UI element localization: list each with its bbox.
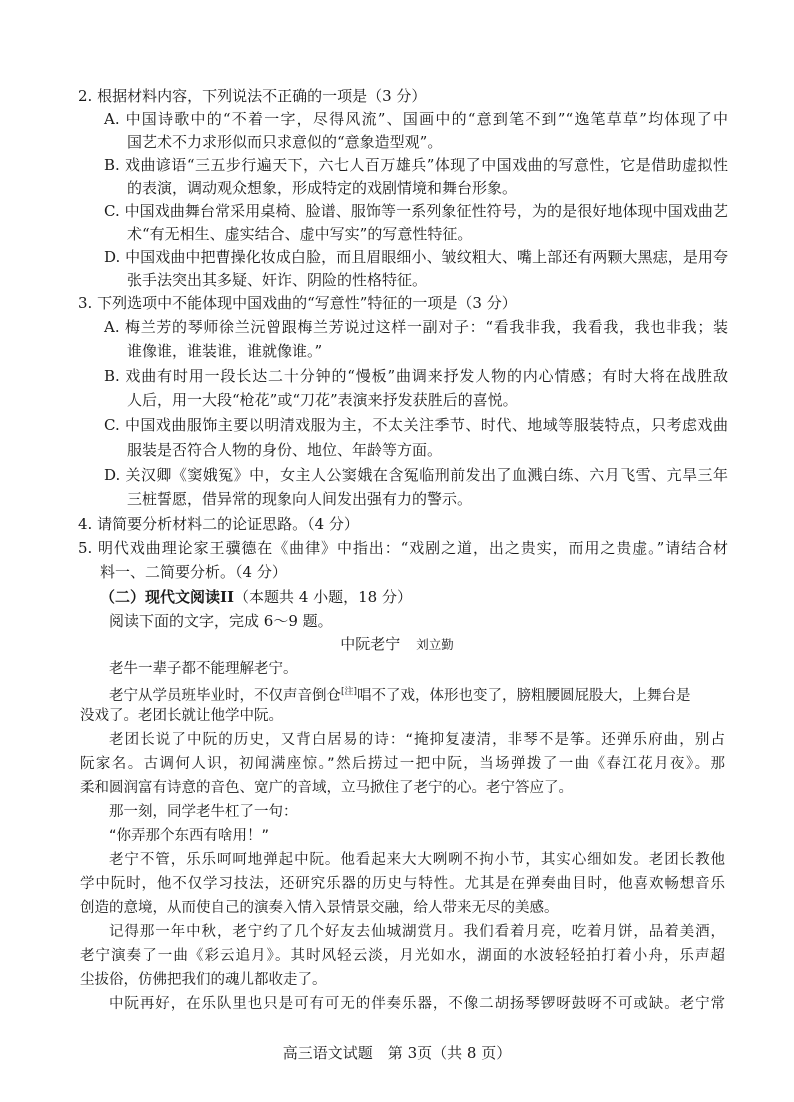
question-2-option-c: C. 中国戏曲舞台常采用桌椅、脸谱、服饰等一系列象征性符号，为的是很好地体现中国戏曲艺 <box>104 202 728 220</box>
story-paragraph-6-end: 创造的意境，从而使自己的演奏入情入景情景交融，给人带来无尽的美感。 <box>80 900 559 916</box>
question-3-option-b: B. 戏曲有时用一段长达二十分钟的“慢板”曲调来抒发人物的内心情感；有时大将在战胜敌 <box>104 367 728 385</box>
story-paragraph-3: 老团长说了中阮的历史，又背白居易的诗：“掩抑复凄清，非琴不是筝。还弹乐府曲，别占 <box>109 732 725 748</box>
question-3-stem: 3. 下列选项中不能体现中国戏曲的“写意性”特征的一项是（3 分） <box>78 294 517 312</box>
section-title: （二）现代文阅读II <box>100 588 235 606</box>
story-paragraph-2-cont: 没戏了。老团长就让他学中阮。 <box>80 708 283 724</box>
question-3-option-b-cont: 人后，用一大段“枪花”或“刀花”表演来抒发获胜后的喜悦。 <box>127 391 518 409</box>
question-3-option-d: D. 关汉卿《窦娥冤》中，女主人公窦娥在含冤临刑前发出了血溅白练、六月飞雪、亢旱三年 <box>104 466 728 484</box>
question-3-option-a-cont: 谁像谁，谁装谁，谁就像谁。” <box>127 342 323 360</box>
question-3-option-c: C. 中国戏曲服饰主要以明清戏服为主，不太关注季节、时代、地域等服装特点，只考虑戏曲 <box>104 416 728 434</box>
question-2-option-d: D. 中国戏曲中把曹操化妆成白脸，而且眉眼细小、皱纹粗大、嘴上部还有两颗大黑痣，是用夸 <box>104 248 728 266</box>
section-meta: （本题共 4 小题，18 分） <box>234 588 412 606</box>
story-paragraph-7-cont: 老宁演奏了一曲《彩云追月》。其时风轻云淡，月光如水，湖面的水波轻轻拍打着小舟，乐声超 <box>80 948 725 964</box>
question-4: 4. 请简要分析材料二的论证思路。（4 分） <box>78 515 359 533</box>
story-paragraph-3-end: 柔和圆润富有诗意的音色、宽广的音域，立马掀住了老宁的心。老宁答应了。 <box>80 780 573 796</box>
story-paragraph-7: 记得那一年中秋，老宁约了几个好友去仙城湖赏月。我们看着月亮，吃着月饼，品着美酒， <box>109 924 725 940</box>
question-5-cont: 料一、二简要分析。（4 分） <box>100 563 287 581</box>
story-paragraph-4: 那一刻，同学老牛杠了一句： <box>109 804 298 820</box>
question-2-option-a: A. 中国诗歌中的“不着一字，尽得风流”、国画中的“意到笔不到”“逸笔草草”均体现了中 <box>104 110 728 128</box>
story-title: 中阮老宁 <box>340 635 401 653</box>
story-author: 刘立勤 <box>416 637 454 652</box>
question-3-option-d-cont: 三桩誓愿，借异常的现象向人间发出强有力的警示。 <box>127 490 473 508</box>
story-paragraph-5: “你弄那个东西有啥用！” <box>109 828 270 844</box>
footnote-marker: [注] <box>341 687 358 697</box>
story-paragraph-6-cont: 学中阮时，他不仅学习技法，还研究乐器的历史与特性。尤其是在弹奏曲目时，他喜欢畅想音乐 <box>80 876 725 892</box>
story-paragraph-3-cont: 阮家名。古调何人识，初闻满座惊。”然后捞过一把中阮，当场弹拨了一曲《春江花月夜》。那 <box>80 756 725 772</box>
story-paragraph-1: 老牛一辈子都不能理解老宁。 <box>109 661 298 677</box>
question-2-option-b: B. 戏曲谚语“三五步行遍天下，六七人百万雄兵”体现了中国戏曲的写意性，它是借助虚拟性 <box>104 156 728 174</box>
question-2-option-d-cont: 张手法突出其多疑、奸诈、阴险的性格特征。 <box>127 271 428 289</box>
question-2-stem: 2. 根据材料内容，下列说法不正确的一项是（3 分） <box>78 87 427 105</box>
story-paragraph-6: 老宁不管，乐乐呵呵地弹起中阮。他看起来大大咧咧不拘小节，其实心细如发。老团长教他 <box>109 852 725 868</box>
story-paragraph-8: 中阮再好，在乐队里也只是可有可无的伴奏乐器，不像二胡扬琴锣呀鼓呀不可或缺。老宁常 <box>109 996 725 1012</box>
section-header <box>100 587 716 607</box>
section-instruction: 阅读下面的文字，完成 6～9 题。 <box>109 612 333 630</box>
question-2-option-c-cont: 术“有无相生、虚实结合、虚中写实”的写意性特征。 <box>127 225 473 243</box>
story-paragraph-2: 老宁从学员班毕业时，不仅声音倒仓[注]唱不了戏，体形也变了，膀粗腰圆屁股大，上舞台是 <box>109 687 691 704</box>
story-paragraph-7-end: 尘拔俗，仿佛把我们的魂儿都收走了。 <box>80 972 327 988</box>
question-3-option-c-cont: 服装是否符合人物的身份、地位、年龄等方面。 <box>127 441 443 459</box>
question-3-option-a: A. 梅兰芳的琴师徐兰沅曾跟梅兰芳说过这样一副对子：“看我非我，我看我，我也非我；装 <box>104 318 728 336</box>
question-2-option-a-cont: 国艺术不力求形似而只求意似的“意象造型观”。 <box>127 133 443 151</box>
question-2-option-b-cont: 的表演，调动观众想象，形成特定的戏剧情境和舞台形象。 <box>127 179 518 197</box>
question-5: 5. 明代戏曲理论家王骥德在《曲律》中指出：“戏剧之道，出之贵实，而用之贵虚。”请结合材 <box>78 539 728 557</box>
page-footer: 高三语文试题 第 3页（共 8 页） <box>282 1044 512 1062</box>
story-title-line <box>0 634 794 655</box>
